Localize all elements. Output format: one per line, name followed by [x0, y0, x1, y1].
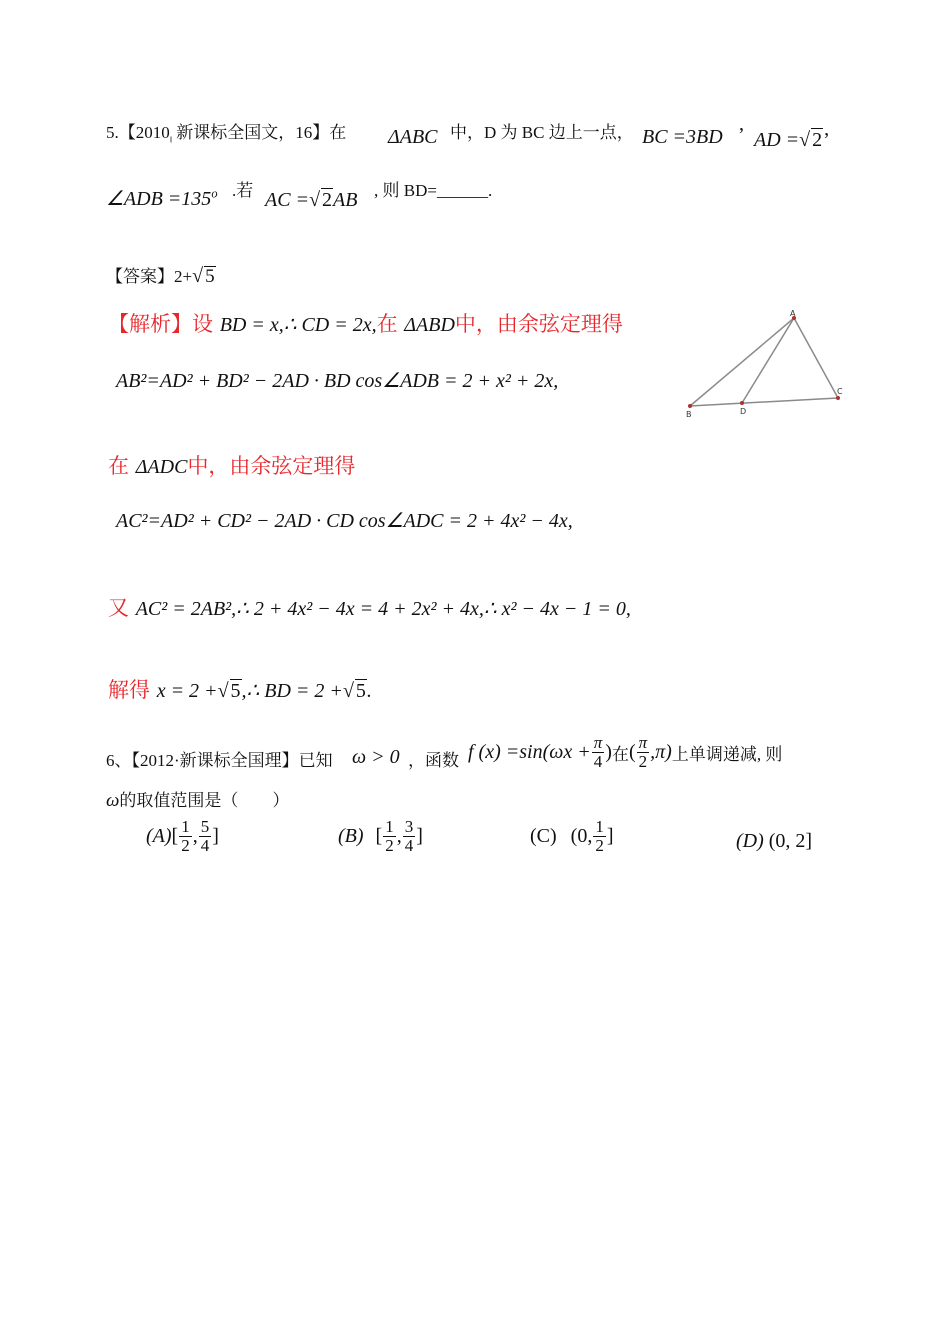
q6-int-open: ( [628, 740, 636, 763]
option-d-text: (0, 2] [768, 830, 813, 852]
q5-source-rest: 新课标全国文，16】 [172, 123, 330, 142]
point-b [688, 404, 692, 408]
solution-s2a: 在 [108, 454, 136, 478]
solution-s2b: 中，由余弦定理得 [187, 454, 356, 478]
equation-4-rad1: 5 [230, 680, 241, 702]
answer-rad: 5 [205, 266, 215, 287]
solution-s2-tri: ΔADC [135, 456, 188, 478]
q5-ac-eq: AC =√ 2AB [265, 189, 358, 211]
q6-line2 [106, 786, 289, 812]
q6-omega-cond: ω > 0 [352, 746, 400, 768]
q6-source: 【2012·新课标全国理】 [131, 751, 299, 770]
solution-line1 [108, 308, 623, 338]
option-a-frac2: $\frac{5}{4}$ [200, 817, 210, 855]
q6-tail: 上单调递减, 则 [671, 744, 783, 764]
q5-angle [106, 186, 218, 211]
q5-number: 5. [106, 123, 119, 142]
q5-line1 [106, 118, 346, 144]
q6-line2-text: 的取值范围是（ ） [119, 791, 290, 810]
q6-in: 在 [611, 744, 629, 764]
label-d: D [740, 407, 747, 416]
q6-close: ) [605, 740, 612, 763]
point-d [740, 401, 744, 405]
equation-3: AC² = 2AB²,∴ 2 + 4x² − 4x = 4 + 2x² + 4x,∴ x² − 4x − 1 = 0, [135, 598, 631, 620]
q6-pi-over-2 [637, 734, 650, 771]
solution-s1-math: BD = x,∴ CD = 2x, [219, 314, 377, 336]
q5-cond2-rad: 2 [812, 129, 823, 151]
q5-middle: 中，D 为 BC 边上一点， [450, 123, 634, 142]
solution-s1-tri: ΔABD [404, 314, 455, 336]
solution-line3 [108, 592, 631, 622]
option-c[interactable] [530, 818, 614, 855]
equation-4-c: . [366, 680, 372, 702]
q6-lead: 已知 [298, 751, 333, 770]
q5-source-sep: ‖ [169, 135, 172, 145]
equation-4-b: ,∴ BD = 2 + [241, 680, 343, 702]
option-d[interactable] [736, 830, 812, 853]
label-b: B [686, 410, 692, 419]
q6-int-num: π [638, 733, 648, 752]
q6-line2-omega: ω [106, 790, 120, 811]
side-ab [690, 318, 794, 406]
equation-4-a: x = 2 + [156, 680, 218, 702]
q5-comma1: ’ [738, 124, 745, 146]
solution-s1c: 中，由余弦定理得 [454, 312, 623, 336]
segment-ad [742, 318, 794, 403]
q5-ac-lhs: AC = [265, 189, 310, 211]
solution-s4a: 解得 [108, 678, 157, 702]
point-c [836, 396, 840, 400]
q6-func: f (x) =sin(ωx + [468, 740, 591, 763]
q5-if: .若 [232, 181, 254, 200]
q5-ac-rad: 2 [322, 189, 333, 211]
option-c-open: (0, [570, 824, 593, 847]
solution-s1b: 在 [376, 312, 405, 336]
q6-frac-den: 4 [593, 751, 603, 771]
label-a: A [790, 309, 796, 318]
solution-line2 [108, 450, 355, 480]
q6-function [468, 734, 782, 771]
q5-triangle: ΔABC [388, 126, 438, 148]
side-ac [794, 318, 838, 398]
solution-line4: 解得 x = 2 +√ 5,∴ BD = 2 +√ 5. [108, 678, 372, 702]
option-b-frac2: $\frac{3}{4}$ [404, 817, 414, 855]
option-b[interactable]: (B) [ $\frac{1}{2}$ , $\frac{3}{4}$ ] [338, 817, 423, 855]
q5-ask: , 则 BD=______. [374, 181, 493, 200]
option-b-frac1: $\frac{1}{2}$ [385, 817, 394, 855]
solution-label: 【解析】 [108, 312, 192, 336]
equation-2: AC²=AD² + CD² − 2AD · CD cos∠ADC = 2 + 4x² − 4x, [116, 510, 573, 532]
q5-angle-text: ∠ADB =135 [106, 188, 212, 210]
q5-angle-deg: o [211, 186, 218, 201]
solution-s3a: 又 [108, 596, 136, 620]
option-a-close: ] [212, 824, 219, 847]
option-a[interactable]: (A) [ $\frac{1}{2}$ , $\frac{5}{4}$ ] [146, 817, 219, 855]
q6-int-den: 2 [638, 751, 648, 771]
q6-line1 [106, 746, 333, 771]
side-bc [690, 398, 838, 406]
option-a-open: [ [171, 824, 179, 847]
label-c: C [837, 387, 843, 396]
answer-line: 【答案】2+√ 5 [106, 265, 215, 287]
equation-4-rad2: 5 [355, 680, 366, 702]
q5-ac-rest: AB [333, 189, 358, 211]
answer-label: 【答案】 [106, 267, 174, 286]
option-c-frac: $\frac{1}{2}$ [595, 817, 604, 855]
q6-func-lead: ，函数 [408, 751, 459, 770]
q5-cond2-lhs: AD = [754, 129, 800, 151]
option-d-label: (D) [736, 830, 764, 852]
equation-1: AB²=AD² + BD² − 2AD · BD cos∠ADB = 2 + x² + 2x, [116, 370, 559, 392]
q6-pi-over-4 [592, 734, 605, 771]
q6-frac-num: π [593, 733, 603, 752]
q5-cond1: BC =3BD [642, 126, 723, 148]
triangle-figure [680, 308, 850, 423]
option-c-label: (C) [530, 824, 557, 847]
q5-cond2: AD =√ 2’ [754, 129, 830, 151]
option-b-open: [ [375, 824, 383, 847]
q5-lead: 在 [329, 123, 347, 142]
option-b-close: ] [416, 824, 423, 847]
option-a-label: (A) [146, 824, 172, 847]
q6-number: 6、 [106, 751, 132, 770]
q6-int-rest: ,π) [650, 740, 672, 763]
answer-prefix: 2+ [174, 267, 193, 286]
solution-s1a: 设 [192, 312, 220, 336]
option-b-label: (B) [338, 824, 364, 847]
option-c-close: ] [606, 824, 614, 847]
q5-source-open: 【2010 [118, 123, 170, 142]
option-a-frac1: $\frac{1}{2}$ [181, 817, 190, 855]
